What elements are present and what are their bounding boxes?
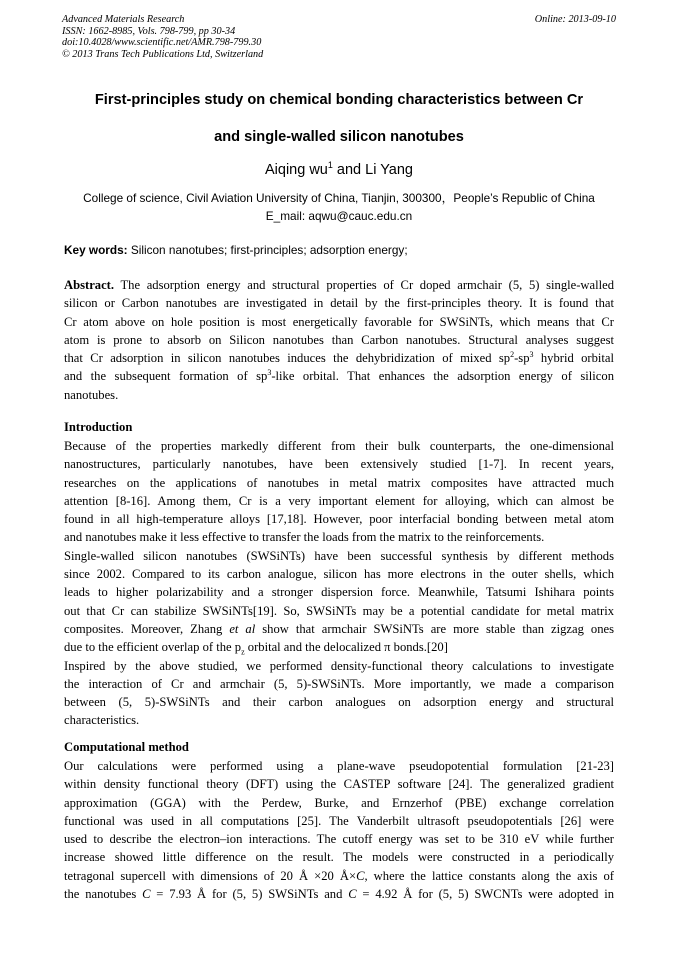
- keywords-label: Key words:: [64, 243, 128, 257]
- author-1-affiliation-mark: 1: [327, 160, 333, 170]
- method-line: approximation (GGA) with the Perdew, Burke, and Ernzerhof (PBE) exchange correlation: [64, 795, 614, 810]
- abstract: [64, 276, 614, 404]
- abstract-line: that Cr adsorption in silicon nanotubes induces the dehybridization of mixed $sp^2-sp^3$ hybrid orbital: [64, 350, 614, 366]
- intro-line: Single-walled silicon nanotubes (SWSiNTs) have been successful synthesis by different methods: [64, 548, 614, 563]
- intro-line: attention [8-16]. Among them, Cr is a very important element for alloying, which can almost be: [64, 493, 614, 508]
- intro-line: Because of the properties markedly different from their bulk counterparts, the one-dimensional: [64, 439, 614, 453]
- introduction-body: [64, 437, 614, 730]
- computational-body: [64, 757, 614, 903]
- method-line: Our calculations were performed using a plane-wave pseudopotential formulation [21-23]: [64, 759, 614, 773]
- introduction-heading: Introduction: [64, 420, 133, 434]
- intro-line: researches on the applications of nanotubes in metal matrix composites have attracted much: [64, 475, 614, 490]
- author-email: E_mail: aqwu@cauc.edu.cn: [265, 209, 413, 223]
- journal-name: Advanced Materials Research: [62, 14, 185, 25]
- abstract-label: Abstract.: [64, 278, 115, 292]
- journal-header: [62, 14, 616, 60]
- computational-heading: Computational method: [64, 740, 189, 754]
- abstract-line: atom is prone to absorb on Silicon nanotubes than Carbon nanotubes. Structural analyses suggest: [64, 332, 614, 347]
- method-line: tetragonal supercell with dimensions of 20 Å ×20 Å×C, where the lattice constants along the axis of: [64, 868, 614, 883]
- keywords-text: Silicon nanotubes; first-principles; adsorption energy;: [127, 243, 408, 257]
- copyright-line: © 2013 Trans Tech Publications Ltd, Switzerland: [62, 48, 264, 60]
- intro-line: leads to higher polarizability and a stronger dispersion force. Meanwhile, Tatsumi Ishihara points: [64, 585, 614, 600]
- intro-line: Inspired by the above studied, we performed density-functional theory calculations to investigate: [64, 658, 614, 673]
- abstract-line: Cr atom above on hole position is most energetically favorable for SWSiNTs, which means that Cr: [64, 314, 614, 329]
- abstract-line: silicon or Carbon nanotubes are investigated in detail by the first-principles theory. It is found that: [64, 296, 614, 311]
- intro-line: composites. Moreover, Zhang et al show that armchair SWSiNTs are more stable than zigzag ones: [64, 621, 615, 636]
- intro-line: out that Cr can stabilize SWSiNTs[19]. So, SWSiNTs may be a potential candidate for metal matrix: [64, 603, 614, 618]
- abstract-line: and the subsequent formation of $sp^3$-like orbital. That enhances the adsorption energy of silicon: [64, 368, 614, 384]
- intro-line: characteristics.: [64, 713, 140, 728]
- author-2: and Li Yang: [332, 161, 413, 178]
- issn-line: ISSN: 1662-8985, Vols. 798-799, pp 30-34: [62, 25, 236, 37]
- method-line: within density functional theory (DFT) using the CASTEP software [24]. The generalized gradient: [64, 777, 614, 792]
- method-line: used to describe the electron–ion interactions. The cutoff energy was set to be 310 eV while further: [64, 832, 614, 847]
- author-1: Aiqing wu: [265, 161, 328, 178]
- abstract-line: nanotubes.: [64, 387, 119, 402]
- authors: [0, 160, 678, 178]
- intro-line: between (5, 5)-SWSiNTs and their carbon analogues on adsorption energy and structural: [64, 695, 614, 710]
- abstract-line: Abstract. The adsorption energy and structural properties of Cr doped armchair (5, 5) single-walled: [64, 278, 614, 292]
- paper-title-line-2: and single-walled silicon nanotubes: [214, 129, 464, 145]
- doi-line: doi:10.4028/www.scientific.net/AMR.798-799.30: [62, 37, 262, 49]
- method-line: the nanotubes C = 7.93 Å for (5, 5) SWSiNTs and C = 4.92 Å for (5, 5) SWCNTs were adopted in: [64, 887, 615, 902]
- keywords: [64, 243, 408, 257]
- affiliation: College of science, Civil Aviation University of China, Tianjin, 300300，People’s Republic of China: [83, 191, 595, 205]
- method-line: increase showed little difference on the result. The models were constructed in a periodically: [64, 850, 614, 865]
- intro-line: found in all high-temperature alloys [17,18]. However, poor interfacial bonding between metal atom: [64, 512, 614, 527]
- online-date: Online: 2013-09-10: [534, 14, 616, 25]
- paper-title-line-1: First-principles study on chemical bonding characteristics between Cr: [94, 92, 584, 108]
- intro-line: the interaction of Cr and armchair (5, 5)-SWSiNTs. More importantly, we made a comparison: [64, 676, 614, 691]
- intro-line: due to the efficient overlap of the $p_z$ orbital and the delocalized π bonds.[20]: [64, 640, 448, 657]
- intro-line: since 2002. Compared to its carbon analogue, silicon has more electrons in the outer shells, which: [64, 567, 614, 582]
- method-line: functional was used in all computations [25]. The Vanderbilt ultrasoft pseudopotentials [26] were: [64, 813, 614, 828]
- intro-line: and nanotubes make it less effective to transfer the loads from the matrix to the reinforcements.: [64, 530, 545, 545]
- intro-line: nanostructures, particularly nanotubes, have been extensively studied [1-7]. In recent years,: [64, 457, 614, 472]
